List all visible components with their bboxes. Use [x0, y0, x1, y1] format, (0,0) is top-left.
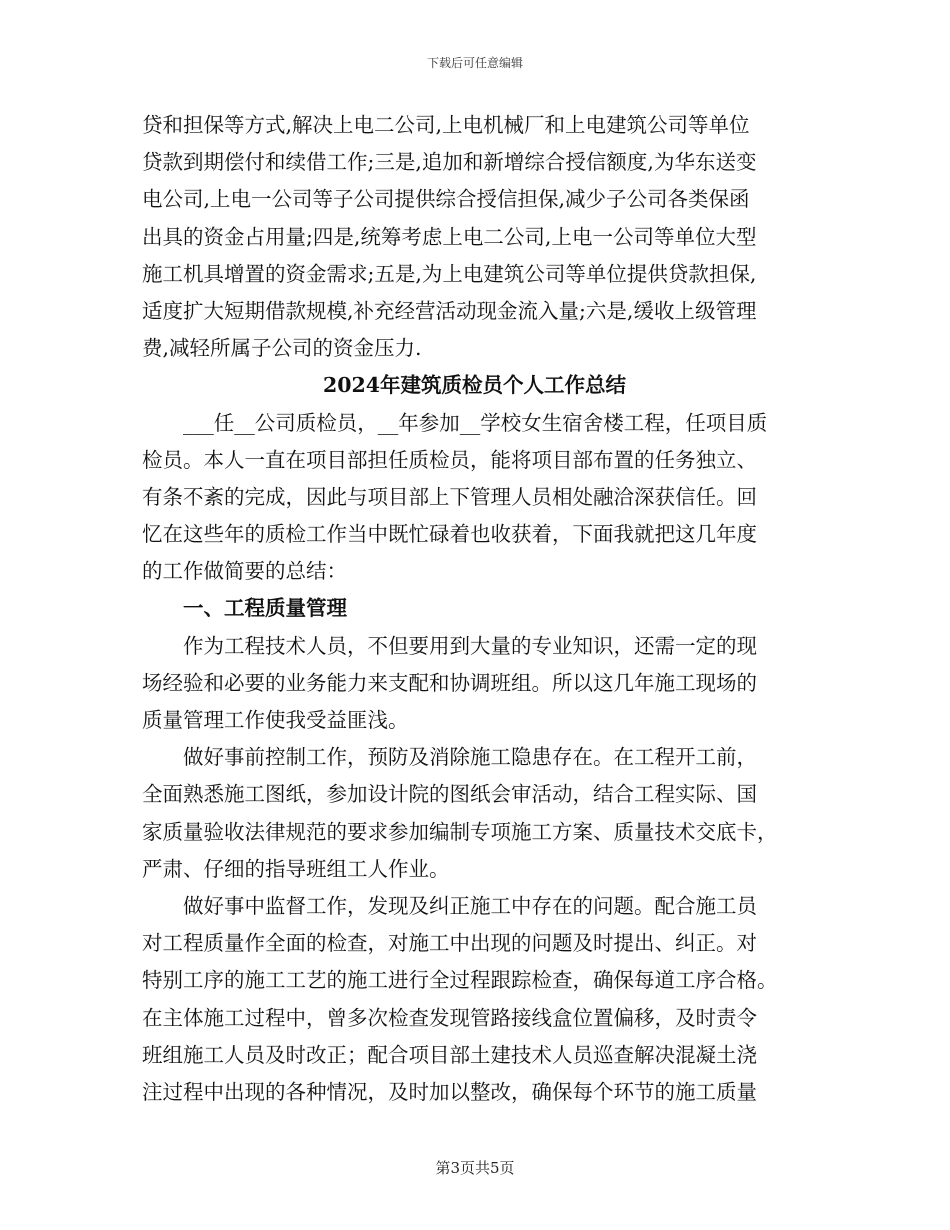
paragraph-line: 作为工程技术人员，不但要用到大量的专业知识，还需一定的现 [183, 633, 757, 658]
intro-line: 贷款到期偿付和续借工作;三是,追加和新增综合授信额度,为华东送变 [142, 150, 757, 175]
paragraph-line: 的工作做简要的总结： [142, 559, 347, 584]
paragraph-line: 场经验和必要的业务能力来支配和协调班组。所以这几年施工现场的 [142, 670, 757, 695]
paragraph-line: 班组施工人员及时改正；配合项目部土建技术人员巡查解决混凝土浇 [142, 1042, 757, 1067]
document-title: 2024年建筑质检员个人工作总结 [322, 373, 627, 398]
intro-line: 施工机具增置的资金需求;五是,为上电建筑公司等单位提供贷款担保, [142, 261, 757, 286]
paragraph-line: 忆在这些年的质检工作当中既忙碌着也收获着，下面我就把这几年度 [142, 522, 757, 547]
document-body [142, 107, 807, 1111]
paragraph-line: 质量管理工作使我受益匪浅。 [142, 708, 409, 732]
intro-line: 费,减轻所属子公司的资金压力. [142, 336, 422, 361]
paragraph-line: 在主体施工过程中，曾多次检查发现管路接线盒位置偏移，及时责令 [142, 1005, 757, 1030]
intro-line: 电公司,上电一公司等子公司提供综合授信担保,减少子公司各类保函 [142, 187, 750, 212]
paragraph-line: 严肃、仔细的指导班组工人作业。 [142, 856, 450, 881]
section-heading: 一、工程质量管理 [183, 596, 347, 621]
paragraph-line: 全面熟悉施工图纸，参加设计院的图纸会审活动，结合工程实际、国 [142, 782, 757, 807]
intro-line: 出具的资金占用量;四是,统筹考虑上电二公司,上电一公司等单位大型 [142, 224, 757, 249]
paragraph-line: 检员。本人一直在项目部担任质检员，能将项目部布置的任务独立、 [142, 447, 757, 472]
paragraph-line: 注过程中出现的各种情况，及时加以整改，确保每个环节的施工质量 [142, 1079, 757, 1104]
paragraph-line: 有条不紊的完成，因此与项目部上下管理人员相处融洽深获信任。回 [142, 484, 757, 509]
paragraph-line: 做好事前控制工作，预防及消除施工隐患存在。在工程开工前， [183, 745, 757, 770]
paragraph-line: 家质量验收法律规范的要求参加编制专项施工方案、质量技术交底卡， [142, 819, 778, 844]
intro-line: 贷和担保等方式,解决上电二公司,上电机械厂和上电建筑公司等单位 [142, 113, 750, 137]
paragraph-line: 特别工序的施工工艺的施工进行全过程跟踪检查，确保每道工序合格。 [142, 968, 778, 993]
paragraph-line: ___任__公司质检员，__年参加__学校女生宿舍楼工程，任项目质 [183, 410, 768, 435]
page-number-footer: 第3页共5页 [435, 1159, 515, 1177]
intro-line: 适度扩大短期借款规模,补充经营活动现金流入量;六是,缓收上级管理 [142, 298, 757, 323]
paragraph-line: 对工程质量作全面的检查，对施工中出现的问题及时提出、纠正。对 [142, 931, 757, 956]
paragraph-line: 做好事中监督工作，发现及纠正施工中存在的问题。配合施工员 [183, 893, 757, 918]
page-header-note: 下载后可任意编辑 [426, 56, 523, 70]
